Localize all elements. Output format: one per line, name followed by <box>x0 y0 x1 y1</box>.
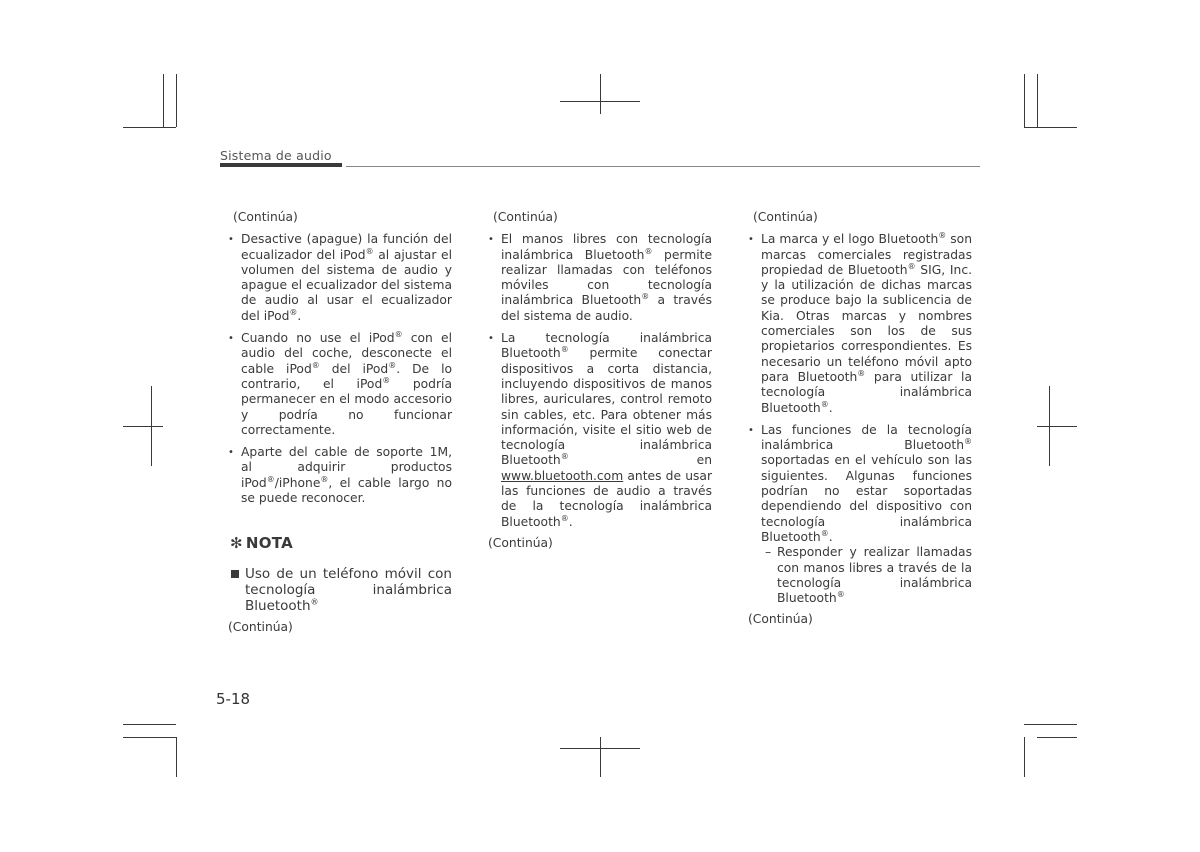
bullet-item: • La marca y el logo Bluetooth® son marcas comerciales registradas propiedad de Bluetooth® SIG, Inc. y la utilización de dichas marcas se produce bajo la sublicencia de Kia. Otras marcas y nombres comerciales son los de sus propietarios correspondientes. Es necesario un teléfono móvil apto para Bluetooth® para utilizar la tecnología inalámbrica Bluetooth®. <box>748 232 972 416</box>
section-title: Sistema de audio <box>220 148 332 163</box>
column-2 <box>488 210 712 551</box>
page-number: 5-18 <box>216 690 251 708</box>
dash-item: – Responder y realizar llamadas con manos libres a través de la tecnología inalámbrica Bluetooth® <box>761 545 972 606</box>
bullet-item: • Las funciones de la tecnología inalámbrica Bluetooth® soportadas en el vehículo son las siguientes. Algunas funciones podrían no estar soportadas dependiendo del dispositivo con tecnología inalámbrica Bluetooth®. – Responder y realizar llamadas con manos libres a través de la tecnología inalámbrica Bluetooth® <box>748 423 972 607</box>
continued-label: (Continúa) <box>748 612 813 627</box>
bullet-item: • El manos libres con tecnología inalámbrica Bluetooth® permite realizar llamadas con teléfonos móviles con tecnología inalámbrica Bluetooth® a través del sistema de audio. <box>488 232 712 324</box>
column-1 <box>228 210 452 635</box>
nota-heading: ✻ NOTA <box>230 534 294 553</box>
bullet-item: • Aparte del cable de soporte 1M, al adquirir productos iPod®/iPhone®, el cable largo no se puede reconocer. <box>228 445 452 506</box>
column-3 <box>748 210 972 628</box>
bluetooth-website-link[interactable]: www.bluetooth.com <box>501 468 624 483</box>
bullet-item: • Desactive (apague) la función del ecualizador del iPod® al ajustar el volumen del sistema de audio y apague el ecualizador del sistema de audio al usar el ecualizador del iPod®. <box>228 232 452 324</box>
continued-label: (Continúa) <box>488 535 553 550</box>
continued-label: (Continúa) <box>753 210 818 224</box>
continued-label: (Continúa) <box>228 619 293 634</box>
header-bar <box>220 163 342 167</box>
square-bullet-icon <box>231 570 239 578</box>
note-item: Uso de un teléfono móvil con tecnología inalámbrica Bluetooth® <box>228 566 452 614</box>
asterisk-icon: ✻ <box>230 534 243 553</box>
header-rule <box>346 166 980 167</box>
bullet-item: • La tecnología inalámbrica Bluetooth® permite conectar dispositivos a corta distancia, incluyendo dispositivos de manos libres, auriculares, control remoto sin cables, etc. Para obtener más información, visite el sitio web de tecnología inalámbrica Bluetooth® en www.bluetooth.com antes de usar las funciones de audio a través de la tecnología inalámbrica Bluetooth®. <box>488 331 712 530</box>
continued-label: (Continúa) <box>233 210 298 224</box>
continued-label: (Continúa) <box>493 210 558 224</box>
bullet-item: • Cuando no use el iPod® con el audio del coche, desconecte el cable iPod® del iPod®. De lo contrario, el iPod® podría permanecer en el modo accesorio y podría no funcionar correctamente. <box>228 331 452 438</box>
